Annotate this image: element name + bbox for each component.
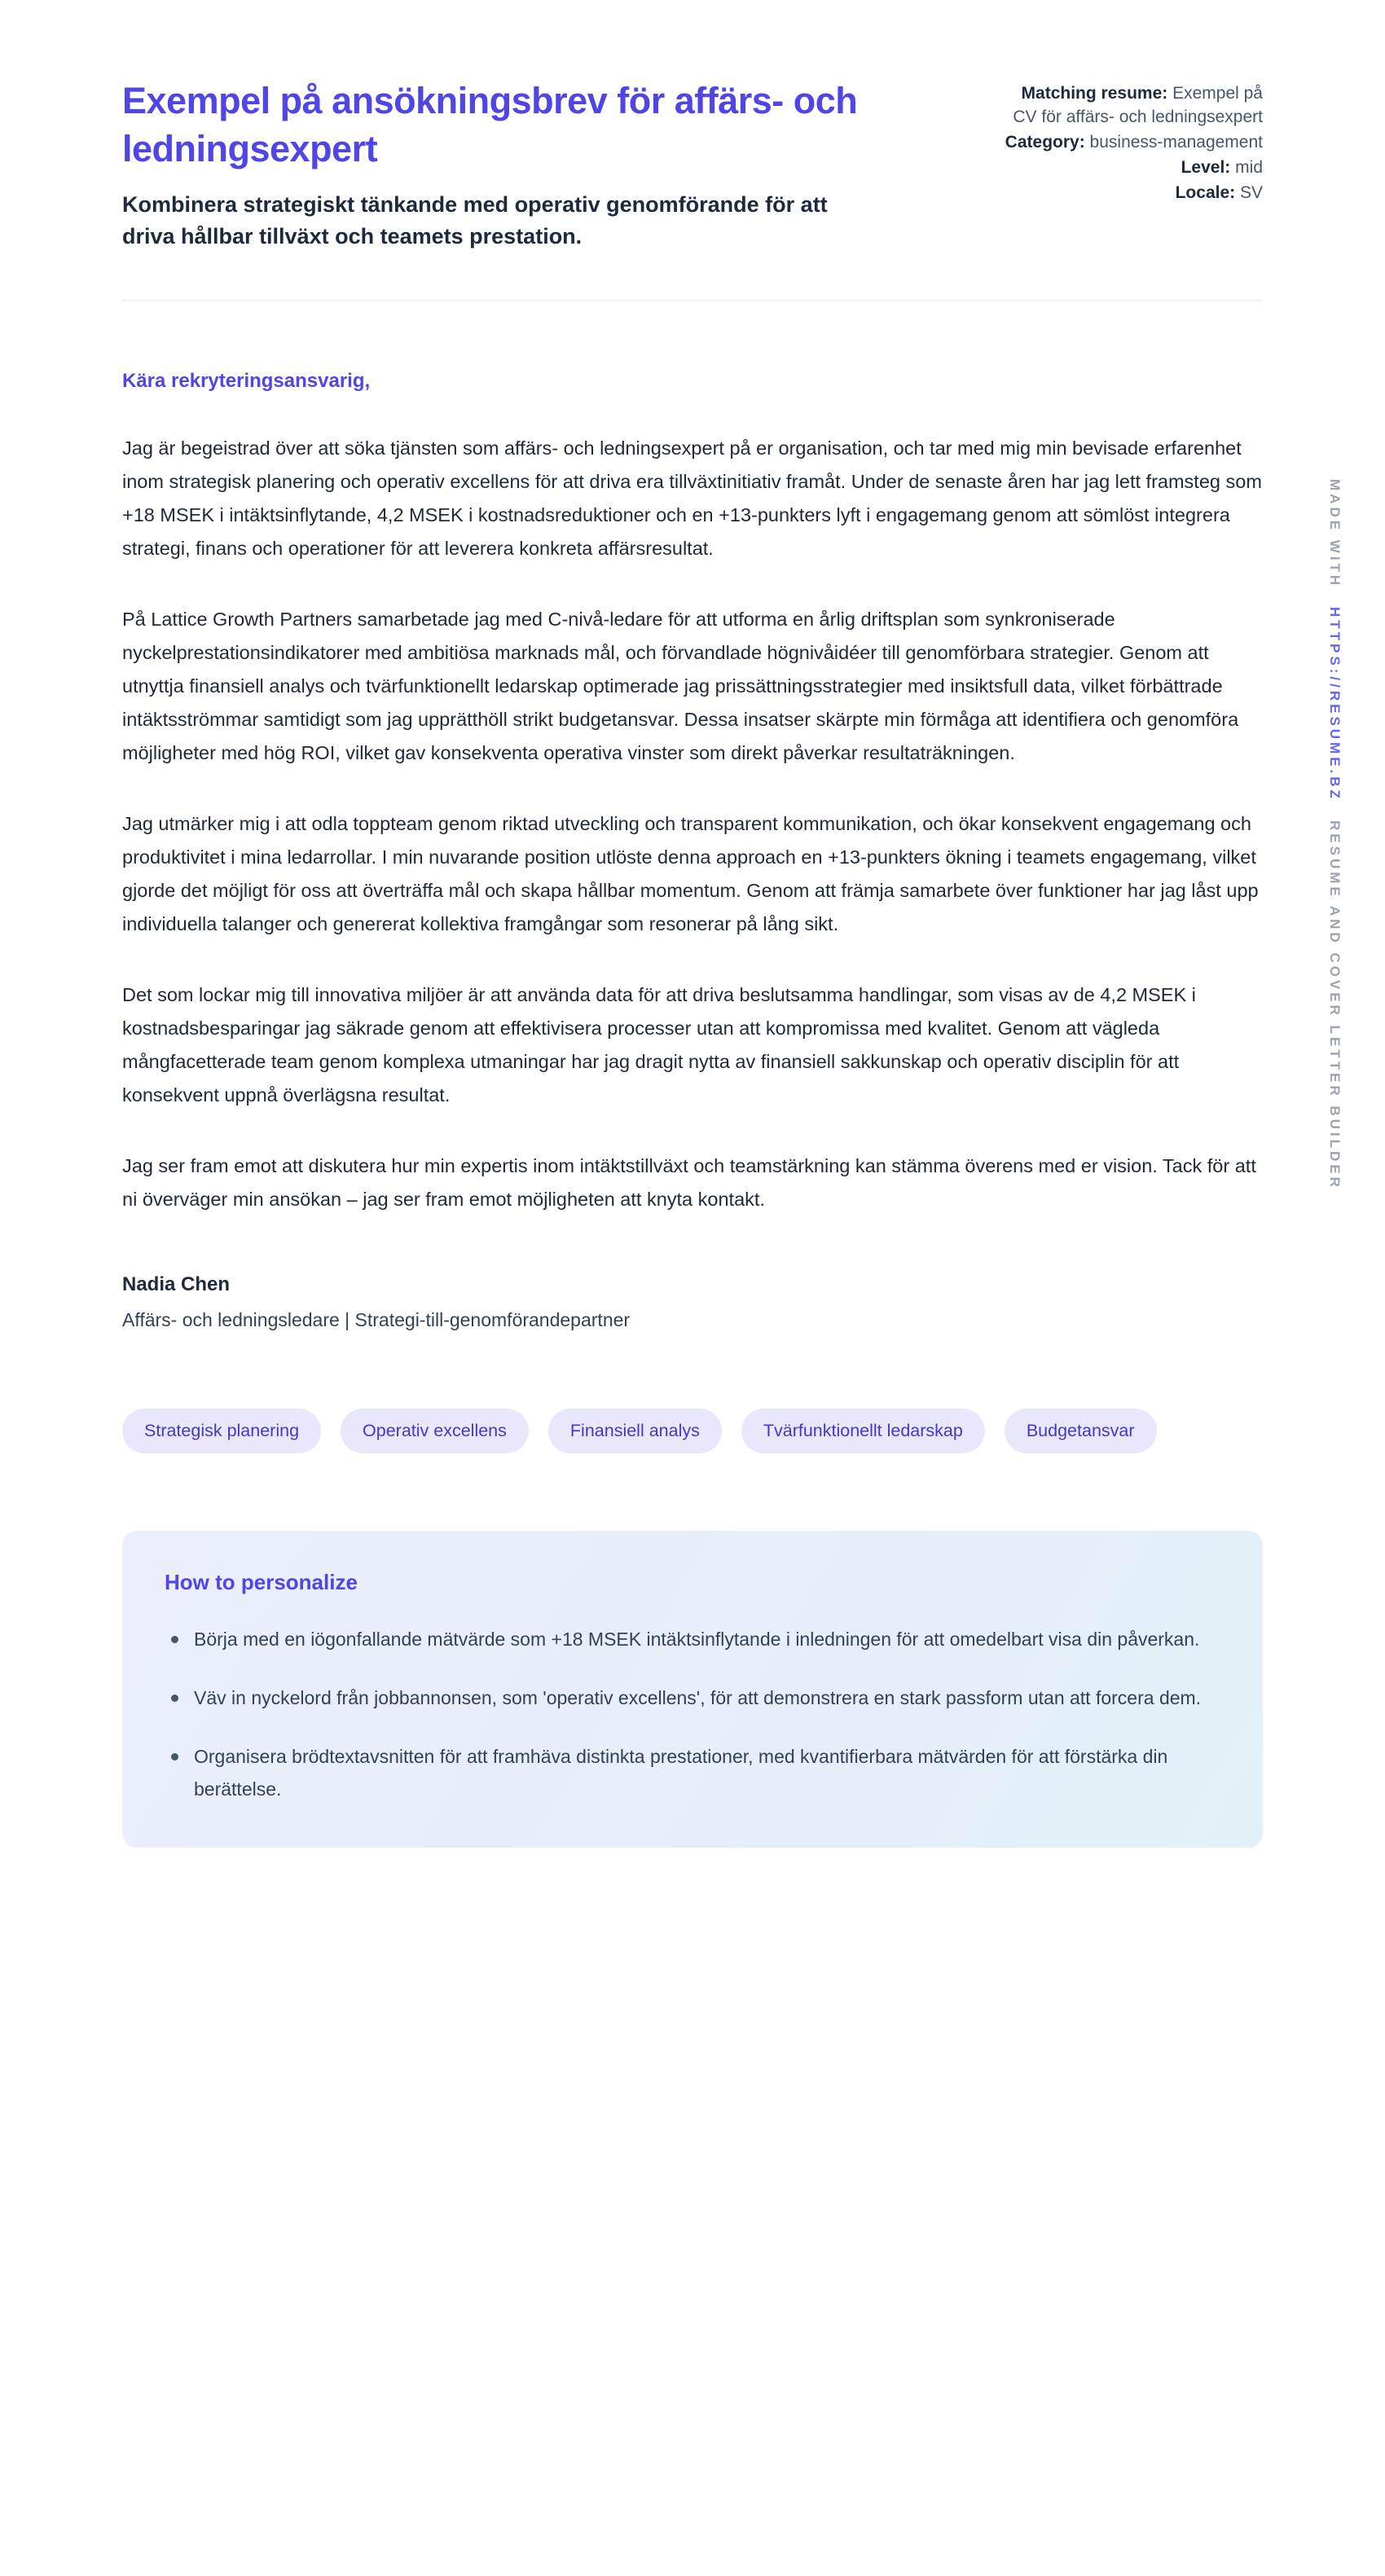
meta-locale-value: SV — [1239, 182, 1263, 202]
letter-body — [122, 370, 1263, 1331]
meta-category — [1002, 131, 1263, 155]
letter-paragraph: På Lattice Growth Partners samarbetade jag med C-nivå-ledare för att utforma en årlig driftsplan som synkroniserade nyckelprestationsindikatorer med ambitiösa marknads mål, och förvandlade högnivåidéer till genomförbara strategier. Genom att utnyttja finansiell analys och tvärfunktionellt ledarskap optimerade jag prissättningsstrategier med insiktsfull data, vilket förbättrade intäktsströmmar samtidigt som jag upprätthöll strikt budgetansvar. Dessa insatser skärpte min förmåga att identifiera och genomföra möjligheter med hög ROI, vilket gav konsekventa operativa vinster som direkt påverkar resultaträkningen. — [122, 609, 1239, 764]
page-title: Exempel på ansökningsbrev för affärs- och ledningsexpert — [122, 80, 858, 169]
skill-chip: Strategisk planering — [122, 1409, 321, 1453]
letter-greeting: Kära rekryteringsansvarig, — [122, 370, 371, 393]
how-to-personalize-card — [122, 1531, 1263, 1848]
meta-locale — [1002, 182, 1263, 205]
tips-list — [165, 1623, 1220, 1805]
signature-name: Nadia Chen — [122, 1273, 231, 1296]
meta-level — [1002, 156, 1263, 180]
skill-chip-list — [122, 1409, 1263, 1453]
tip-item — [165, 1623, 1207, 1655]
meta-matching-resume — [1002, 82, 1263, 130]
meta-matching-resume-value: Exempel på CV för affärs- och ledningsexpert — [1013, 84, 1263, 126]
tips-card-title: How to personalize — [165, 1570, 358, 1595]
letter-paragraph: Jag ser fram emot att diskutera hur min expertis inom intäktstillväxt och teamstärkning kan stämma överens med er vision. Tack för att ni överväger min ansökan – jag ser fram emot möjligheten att knyta kontakt. — [122, 1155, 1256, 1211]
meta-level-value: mid — [1235, 157, 1263, 177]
page-header — [122, 77, 1263, 253]
watermark-suffix: RESUME AND COVER LETTER BUILDER — [1327, 820, 1343, 1190]
letter-signature — [122, 1273, 1263, 1331]
header-divider — [122, 300, 1263, 301]
letter-paragraph: Det som lockar mig till innovativa miljöer är att använda data för att driva beslutsamma handlingar, som visas av de 4,2 MSEK i kostnadsbesparingar jag säkrade genom att effektivisera processer utan att kompromissa med kvalitet. Genom att vägleda mångfacetterade team genom komplexa utmaningar har jag dragit nytta av finansiell sakkunskap och operativ disciplin för att konsekvent uppnå överlägsna resultat. — [122, 984, 1196, 1106]
tip-item-text: Börja med en iögonfallande mätvärde som +18 MSEK intäktsinflytande i inledningen för att omedelbart visa din påverkan. — [194, 1629, 1200, 1651]
meta-category-label: Category: — [1005, 132, 1085, 152]
tip-item — [165, 1681, 1207, 1714]
tip-item-text: Väv in nyckelord från jobbannonsen, som 'operativ excellens', för att demonstrera en stark passform utan att forcera dem. — [194, 1687, 1202, 1709]
meta-locale-label: Locale: — [1175, 182, 1236, 202]
watermark-prefix: MADE WITH — [1327, 479, 1343, 589]
meta-matching-resume-label: Matching resume: — [1021, 84, 1168, 103]
tip-item — [165, 1740, 1207, 1805]
resume-bz-link[interactable]: HTTPS://RESUME.BZ — [1327, 606, 1343, 802]
signature-title: Affärs- och ledningsledare | Strategi-till-genomförandepartner — [122, 1309, 631, 1331]
letter-paragraph: Jag är begeistrad över att söka tjänsten som affärs- och ledningsexpert på er organisation, och tar med mig min bevisade erfarenhet inom strategisk planering och operativ excellens för att driva era tillväxtinitiativ framåt. Under de senaste åren har jag lett framsteg som +18 MSEK i intäktsinflytande, 4,2 MSEK i kostnadsreduktioner och en +13-punkters lyft i engagemang genom att sömlöst integrera strategi, finans och operationer för att leverera konkreta affärsresultat. — [122, 437, 1262, 560]
document-meta — [1002, 77, 1263, 207]
meta-level-label: Level: — [1181, 157, 1231, 177]
meta-category-value: business-management — [1089, 132, 1263, 152]
skill-chip: Finansiell analys — [548, 1409, 722, 1453]
skill-chip: Operativ excellens — [341, 1409, 529, 1453]
letter-paragraph: Jag utmärker mig i att odla toppteam genom riktad utveckling och transparent kommunikation, och ökar konsekvent engagemang och produktivitet i mina ledarrollar. I min nuvarande position utlöste denna approach en +13-punkters ökning i teamets engagemang, vilket gjorde det möjligt för oss att överträffa mål och skapa hållbar momentum. Genom att främja samarbete över funktioner har jag låst upp individuella talanger och genererat kollektiva framgångar som resonerar på lång sikt. — [122, 813, 1259, 935]
skill-chip: Tvärfunktionellt ledarskap — [741, 1409, 985, 1453]
skill-chip: Budgetansvar — [1005, 1409, 1157, 1453]
header-title-block — [122, 77, 921, 253]
page-subtitle: Kombinera strategiskt tänkande med operativ genomförande för att driva hållbar tillväxt och teamets prestation. — [122, 192, 828, 249]
made-with-watermark — [1326, 479, 1343, 1190]
tip-item-text: Organisera brödtextavsnitten för att framhäva distinkta prestationer, med kvantifierbara mätvärden för att förstärka din berättelse. — [194, 1746, 1168, 1800]
